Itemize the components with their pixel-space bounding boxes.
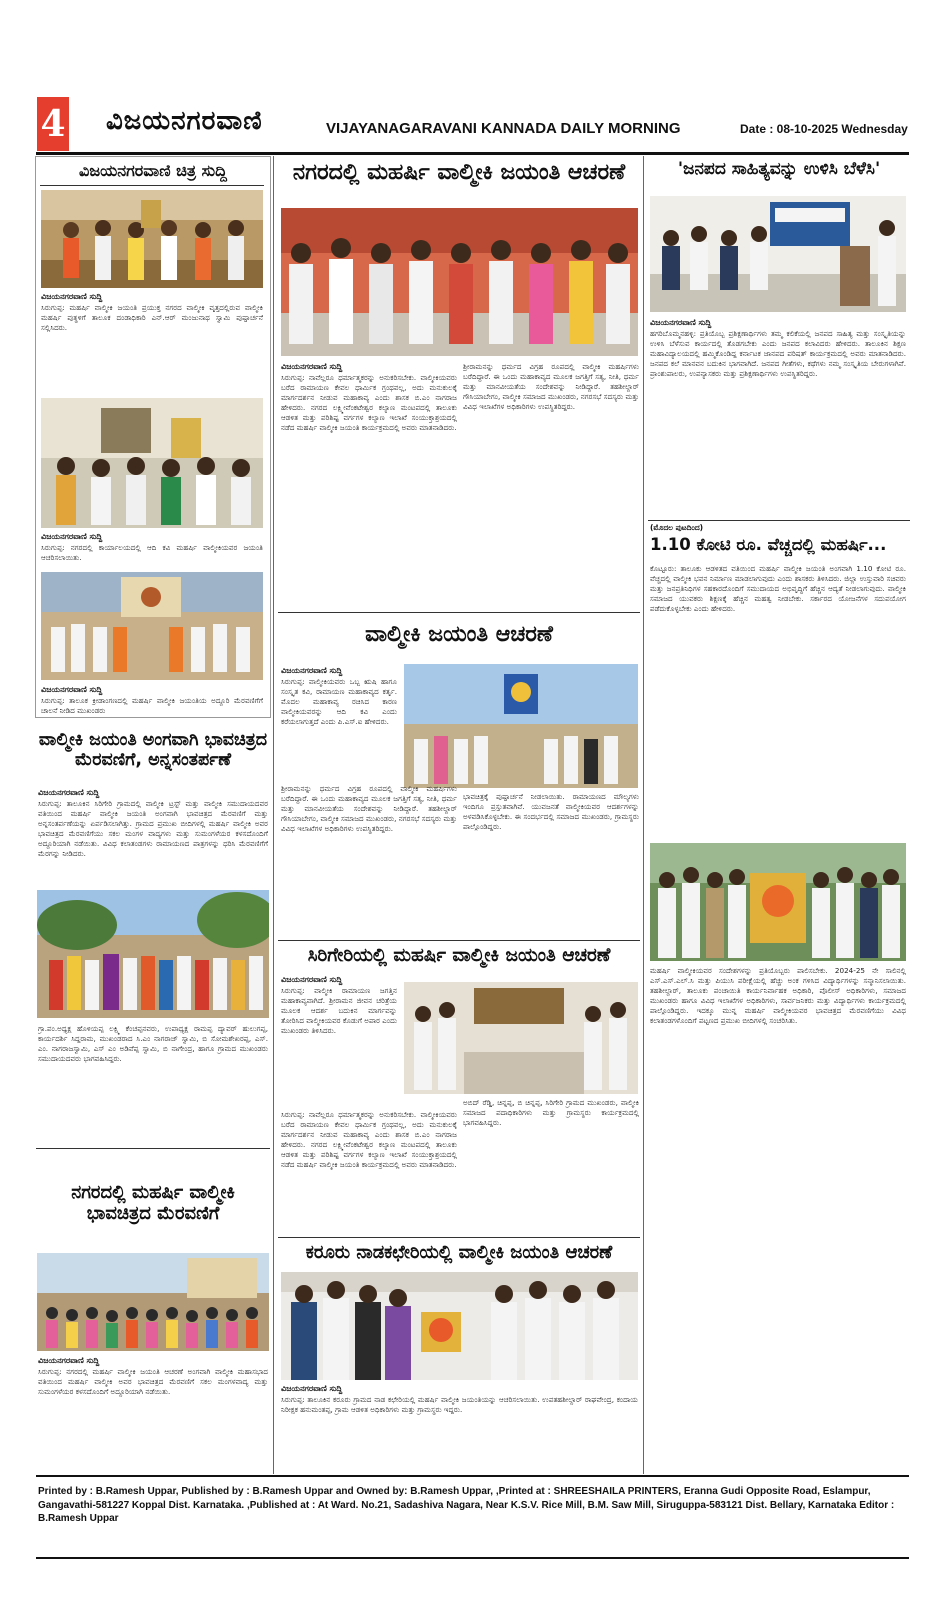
masthead-title-english: VIJAYANAGARAVANI KANNADA DAILY MORNING <box>326 120 681 137</box>
story-sirigeri-body-col3: ಅಬಿದ್ ರೆಡ್ಡಿ, ಚಿನ್ನಪ್ಪ, ಬಿ ಚಿನ್ನಪ್ಪ, ಸಿರಿಗೇರಿ ಗ್ರಾಮದ ಮುಖಂಡರು, ವಾಲ್ಮೀಕಿ ಸಮಾಜದ ಪದಾಧಿಕಾರಿಗಳು ಮತ್ತು ಗ್ರಾಮಸ್ಥರು ಕಾರ್ಯಕ್ರಮದಲ್ಲಿ ಭಾಗವಹಿಸಿದ್ದರು. <box>463 1098 639 1127</box>
story-procession-body: ಸಿರುಗುಪ್ಪ: ತಾಲೂಕಿನ ಸಿರಿಗೇರಿ ಗ್ರಾಮದಲ್ಲಿ ವಾಲ್ಮೀಕಿ ಟ್ರಸ್ಟ್ ಮತ್ತು ವಾಲ್ಮೀಕಿ ಸಮುದಾಯದವರ ವತಿಯಿಂದ ಮಹರ್ಷಿ ವಾಲ್ಮೀಕಿ ಜಯಂತಿ ಅಂಗವಾಗಿ ಭಾವಚಿತ್ರದ ಮೆರವಣಿಗೆ ಮತ್ತು ಅನ್ನಸಂತರ್ಪಣೆಯನ್ನು ಏರ್ಪಡಿಸಲಾಗಿತ್ತು. ಗ್ರಾಮದ ಪ್ರಮುಖ ಬೀದಿಗಳಲ್ಲಿ ಮಹರ್ಷಿ ವಾಲ್ಮೀಕಿ ಅವರ ಭಾವಚಿತ್ರದ ಮೆರವಣಿಗೆಯು ಸಕಲ ಮಂಗಳ ವಾದ್ಯಗಳು ಮತ್ತು ಸುಮಂಗಳೆಯರ ಕಳಸದೊಂದಿಗೆ ಅದ್ದೂರಿಯಾಗಿ ನಡೆಯಿತು. ವಿವಿಧ ಕಲಾತಂಡಗಳು ರಾಮಾಯಣದ ಪಾತ್ರಗಳನ್ನು ಧರಿಸಿ ಮೆರವಣಿಗೆಗೆ ಮೆರಗನ್ನು ನೀಡಿದರು. <box>38 799 268 858</box>
story-sirigeri-body-col2: ಸಿರುಗುಪ್ಪ: ನಾವೆಲ್ಲರೂ ಧರ್ಮಾತ್ಮಕರನ್ನು ಅನುಕರಿಸಬೇಕು. ವಾಲ್ಮೀಕಿಯವರು ಬರೆದ ರಾಮಾಯಣ ಕೇವಲ ಧಾರ್ಮಿಕ ಗ್ರಂಥವಲ್ಲ, ಅದು ಮನುಕುಲಕ್ಕೆ ಮಾರ್ಗದರ್ಶನ ನೀಡುವ ಮಹಾಕಾವ್ಯ ಎಂದು ಶಾಸಕ ಬಿ.ಎಂ ನಾಗರಾಜ ಹೇಳಿದರು. ನಗರದ ಲಕ್ಷ್ಮೀವೆಂಕಟೇಶ್ವರ ಕಲ್ಯಾಣ ಮಂಟಪದಲ್ಲಿ ತಾಲೂಕು ಆಡಳಿತ ಮತ್ತು ಪರಿಶಿಷ್ಟ ವರ್ಗಗಳ ಕಲ್ಯಾಣ ಇಲಾಖೆ ಸಂಯುಕ್ತಾಶ್ರಯದಲ್ಲಿ ನಡೆದ ಮಹರ್ಷಿ ವಾಲ್ಮೀಕಿ ಜಯಂತಿ ಕಾರ್ಯಕ್ರಮದಲ್ಲಿ ಅವರು ಮಾತನಾಡಿದರು. <box>281 1110 457 1169</box>
story-jayanti-body-col3: ಭಾವಚಿತ್ರಕ್ಕೆ ಪುಷ್ಪಾರ್ಚನೆ ನೀಡಲಾಯಿತು. ರಾಮಾಯಣದ ಮೌಲ್ಯಗಳು ಇಂದಿಗೂ ಪ್ರಸ್ತುತವಾಗಿವೆ. ಯುವಜನತೆ ವಾಲ್ಮೀಕಿಯವರ ಆದರ್ಶಗಳನ್ನು ಅಳವಡಿಸಿಕೊಳ್ಳಬೇಕು. ಈ ಸಂದರ್ಭದಲ್ಲಿ ಸಮಾಜದ ಮುಖಂಡರು, ಗ್ರಾಮಸ್ಥರು ಪಾಲ್ಗೊಂಡಿದ್ದರು. <box>463 792 639 831</box>
story-procession-body-continued: ಗ್ರಾ.ಪಂ.ಅಧ್ಯಕ್ಷ ಹೊಳಿಯಪ್ಪ ಲಕ್ಷ್ಮಿ ಕೆಂಚಪ್ಪನವರು, ಉಪಾಧ್ಯಕ್ಷ ರಾಮಪ್ಪ ದ್ಯಾವರ್ ಹುಲುಗಪ್ಪ, ಕಾರ್ಯದರ್ಶಿ ಸಿದ್ದರಾಮ, ಮುಖಂಡರಾದ ಸಿ.ಎಂ ನಾಗರಾಜ್ ಸ್ವಾಮಿ, ಬಿ ಸೋಮಶೇಖರಪ್ಪ, ಎಸ್. ಎಂ. ನಾಗರಾಜಸ್ವಾಮಿ, ಎಸ್ ಎಂ ಅಡಿವೆಪ್ಪ ಸ್ವಾಮಿ, ಬಿ ನಾಗೇಂದ್ರ, ಹಾಗೂ ಗ್ರಾಮದ ಮುಖಂಡರು ಸಮುದಾಯದವರು ಭಾಗವಹಿಸಿದ್ದರು. <box>38 1024 268 1063</box>
photo-crore-ceremony <box>650 843 906 961</box>
divider <box>40 185 264 186</box>
footer-rule <box>36 1475 909 1477</box>
story-sirigeri-body-col1: ಸಿರುಗುಪ್ಪ: ವಾಲ್ಮೀಕಿ ರಾಮಾಯಣ ಜಗತ್ತಿನ ಮಹಾಕಾವ್ಯವಾಗಿದೆ. ಶ್ರೀರಾಮನ ಜೀವನ ಚರಿತ್ರೆಯ ಮೂಲಕ ಆದರ್ಶ ಬದುಕಿನ ಮಾರ್ಗವನ್ನು ತೋರಿಸಿದ ವಾಲ್ಮೀಕಿಯವರ ಕೊಡುಗೆ ಅಪಾರ ಎಂದು ಮುಖಂಡರು ತಿಳಿಸಿದರು. <box>281 986 397 1035</box>
lead-story-body-col2: ಶ್ರೀರಾಮನನ್ನು ಧರ್ಮದ ವಿಗ್ರಹ ರೂಪದಲ್ಲಿ ವಾಲ್ಮೀಕಿ ಮಹರ್ಷಿಗಳು ಬರೆದಿದ್ದಾರೆ. ಈ ಒಂದು ಮಹಾಕಾವ್ಯದ ಮೂಲಕ ಜಗತ್ತಿಗೆ ಸತ್ಯ, ನೀತಿ, ಧರ್ಮ ಮತ್ತು ಮಾನವೀಯತೆಯ ಸಂದೇಶವನ್ನು ನೀಡಿದ್ದಾರೆ. ತಹಶೀಲ್ದಾರ್ ಗೌಸಿಯಾಬೇಗಂ, ವಾಲ್ಮೀಕಿ ಸಮಾಜದ ಮುಖಂಡರು, ನಗರಸಭೆ ಸದಸ್ಯರು ಮತ್ತು ವಿವಿಧ ಇಲಾಖೆಗಳ ಅಧಿಕಾರಿಗಳು ಉಪಸ್ಥಿತರಿದ್ದರು. <box>463 362 639 411</box>
story-folk-credit: ವಿಜಯನಗರವಾಣಿ ಸುದ್ದಿ <box>650 318 712 327</box>
story-jayanti-credit: ವಿಜಯನಗರವಾಣಿ ಸುದ್ದಿ <box>281 666 343 675</box>
lead-story-credit: ವಿಜಯನಗರವಾಣಿ ಸುದ್ದಿ <box>281 362 343 371</box>
divider <box>278 940 640 941</box>
page-number: 4 <box>37 97 69 151</box>
story-city-procession-headline: ನಗರದಲ್ಲಿ ಮಹರ್ಷಿ ವಾಲ್ಮೀಕಿ ಭಾವಚಿತ್ರದ ಮೆರವಣಿಗೆ <box>71 1182 235 1224</box>
divider <box>648 520 910 521</box>
column-rule-right <box>643 156 644 1474</box>
divider <box>278 1237 640 1238</box>
lead-story-body-col1: ಸಿರುಗುಪ್ಪ: ನಾವೆಲ್ಲರೂ ಧರ್ಮಾತ್ಮಕರನ್ನು ಅನುಕರಿಸಬೇಕು. ವಾಲ್ಮೀಕಿಯವರು ಬರೆದ ರಾಮಾಯಣ ಕೇವಲ ಧಾರ್ಮಿಕ ಗ್ರಂಥವಲ್ಲ, ಅದು ಮನುಕುಲಕ್ಕೆ ಮಾರ್ಗದರ್ಶನ ನೀಡುವ ಮಹಾಕಾವ್ಯ ಎಂದು ಶಾಸಕ ಬಿ.ಎಂ ನಾಗರಾಜ ಹೇಳಿದರು. ನಗರದ ಲಕ್ಷ್ಮೀವೆಂಕಟೇಶ್ವರ ಕಲ್ಯಾಣ ಮಂಟಪದಲ್ಲಿ ತಾಲೂಕು ಆಡಳಿತ ಮತ್ತು ಪರಿಶಿಷ್ಟ ವರ್ಗಗಳ ಕಲ್ಯಾಣ ಇಲಾಖೆ ಸಂಯುಕ್ತಾಶ್ರಯದಲ್ಲಿ ನಡೆದ ಮಹರ್ಷಿ ವಾಲ್ಮೀಕಿ ಜಯಂತಿ ಕಾರ್ಯಕ್ರಮದಲ್ಲಿ ಅವರು ಮಾತನಾಡಿದರು. <box>281 373 457 432</box>
masthead-title-kannada: ವಿಜಯನಗರವಾಣಿ <box>106 106 263 136</box>
masthead-date: Date : 08-10-2025 Wednesday <box>740 122 908 136</box>
story-jayanti-body-col1: ಸಿರುಗುಪ್ಪ: ವಾಲ್ಮೀಕಿಯವರು ಒಬ್ಬ ಋಷಿ ಹಾಗೂ ಸಂಸ್ಕೃತ ಕವಿ, ರಾಮಾಯಣ ಮಹಾಕಾವ್ಯದ ಕರ್ತೃ. ಮೊದಲ ಮಹಾಕಾವ್ಯ ರಚಿಸಿದ ಕಾರಣ ವಾಲ್ಮೀಕಿಯವರನ್ನು ಆದಿ ಕವಿ ಎಂದು ಕರೆಯಲಾಗುತ್ತದೆ ಎಂದು ಪಿ.ಎಸ್.ಐ ಹೇಳಿದರು. <box>281 677 397 726</box>
footer-rule-bottom <box>36 1557 909 1559</box>
story-crore-body-continued: ಮಹರ್ಷಿ ವಾಲ್ಮೀಕಿಯವರ ಸಂದೇಶಗಳನ್ನು ಪ್ರತಿಯೊಬ್ಬರು ಪಾಲಿಸಬೇಕು. 2024-25 ನೇ ಸಾಲಿನಲ್ಲಿ ಎಸ್.ಎಸ್.ಎಲ್.ಸಿ ಮತ್ತು ಪಿಯುಸಿ ಪರೀಕ್ಷೆಯಲ್ಲಿ ಹೆಚ್ಚು ಅಂಕ ಗಳಿಸಿದ ವಿದ್ಯಾರ್ಥಿಗಳನ್ನು ಸನ್ಮಾನಿಸಲಾಯಿತು. ತಹಶೀಲ್ದಾರ್, ತಾಲೂಕು ಪಂಚಾಯಿತಿ ಕಾರ್ಯನಿರ್ವಾಹಕ ಅಧಿಕಾರಿ, ಪೊಲೀಸ್ ಅಧಿಕಾರಿಗಳು, ಸಮಾಜದ ಮುಖಂಡರು ಹಾಗೂ ವಿವಿಧ ಇಲಾಖೆಗಳ ಅಧಿಕಾರಿಗಳು, ಸಾರ್ವಜನಿಕರು ಮತ್ತು ವಿದ್ಯಾರ್ಥಿಗಳು ಕಾರ್ಯಕ್ರಮದಲ್ಲಿ ಪಾಲ್ಗೊಂಡಿದ್ದರು. ಇದಕ್ಕೂ ಮುನ್ನ ಮಹರ್ಷಿ ವಾಲ್ಮೀಕಿಯವರ ಭಾವಚಿತ್ರದ ಮೆರವಣಿಗೆಯು ವಿವಿಧ ಕಲಾತಂಡಗಳೊಂದಿಗೆ ಪಟ್ಟಣದ ಪ್ರಮುಖ ಬೀದಿಗಳಲ್ಲಿ ಸಂಚರಿಸಿತು. <box>650 966 906 1025</box>
photo2-caption: ಸಿರುಗುಪ್ಪ: ನಗರದಲ್ಲಿ ಕಾರ್ಯಾಲಯದಲ್ಲಿ ಆದಿ ಕವಿ ಮಹರ್ಷಿ ವಾಲ್ಮೀಕಿಯವರ ಜಯಂತಿ ಆಚರಿಸಲಾಯಿತು. <box>41 543 263 562</box>
photo-jayanti-school <box>404 664 638 788</box>
divider <box>36 1148 270 1149</box>
photo-city-procession <box>37 1253 269 1351</box>
story-karur-body: ಸಿರುಗುಪ್ಪ: ತಾಲೂಕಿನ ಕರೂರು ಗ್ರಾಮದ ನಾಡ ಕಛೇರಿಯಲ್ಲಿ ಮಹರ್ಷಿ ವಾಲ್ಮೀಕಿ ಜಯಂತಿಯನ್ನು ಆಚರಿಸಲಾಯಿತು. ಉಪತಹಶೀಲ್ದಾರ್ ರಾಘವೇಂದ್ರ, ಕಂದಾಯ ನಿರೀಕ್ಷಕ ಹನುಮಂತಪ್ಪ, ಗ್ರಾಮ ಆಡಳಿತ ಅಧಿಕಾರಿಗಳು ಮತ್ತು ಗ್ರಾಮಸ್ಥರು ಇದ್ದರು. <box>281 1395 638 1414</box>
story-karur-credit: ವಿಜಯನಗರವಾಣಿ ಸುದ್ದಿ <box>281 1384 343 1393</box>
photo-karur-office <box>281 1272 638 1380</box>
photo3-credit: ವಿಜಯನಗರವಾಣಿ ಸುದ್ದಿ <box>41 685 103 694</box>
masthead-rule <box>36 152 909 155</box>
divider <box>278 612 640 613</box>
story-karur-headline: ಕರೂರು ನಾಡಕಛೇರಿಯಲ್ಲಿ ವಾಲ್ಮೀಕಿ ಜಯಂತಿ ಆಚರಣೆ <box>305 1242 613 1263</box>
photo-folk-seminar <box>650 196 906 312</box>
lead-story-headline: ನಗರದಲ್ಲಿ ಮಹರ್ಷಿ ವಾಲ್ಮೀಕಿ ಜಯಂತಿ ಆಚರಣೆ <box>292 160 626 185</box>
story-procession-credit: ವಿಜಯನಗರವಾಣಿ ಸುದ್ದಿ <box>38 788 100 797</box>
photo1-caption: ಸಿರುಗುಪ್ಪ: ಮಹರ್ಷಿ ವಾಲ್ಮೀಕಿ ಜಯಂತಿ ಪ್ರಯುಕ್ತ ನಗರದ ವಾಲ್ಮೀಕಿ ವೃತ್ತದಲ್ಲಿರುವ ವಾಲ್ಮೀಕಿ ಮಹರ್ಷಿ ಪುತ್ಥಳಿಗೆ ತಾಲೂಕ ದಂಡಾಧಿಕಾರಿ ಎನ್.ಆರ್ ಮಂಜುನಾಥ ಸ್ವಾಮಿ ಪುಷ್ಪಾರ್ಚನೆ ಸಲ್ಲಿಸಿದರು. <box>41 303 263 332</box>
story-procession-headline: ವಾಲ್ಮೀಕಿ ಜಯಂತಿ ಅಂಗವಾಗಿ ಭಾವಚಿತ್ರದ ಮೆರವಣಿಗೆ, ಅನ್ನಸಂತರ್ಪಣೆ <box>38 730 268 771</box>
photo-sirigeri <box>404 982 638 1094</box>
photo2-credit: ವಿಜಯನಗರವಾಣಿ ಸುದ್ದಿ <box>41 532 103 541</box>
story-crore-headline: 1.10 ಕೋಟಿ ರೂ. ವೆಚ್ಚದಲ್ಲಿ ಮಹರ್ಷಿ... <box>650 535 887 554</box>
story-jayanti-body-col2: ಶ್ರೀರಾಮನನ್ನು ಧರ್ಮದ ವಿಗ್ರಹ ರೂಪದಲ್ಲಿ ವಾಲ್ಮೀಕಿ ಮಹರ್ಷಿಗಳು ಬರೆದಿದ್ದಾರೆ. ಈ ಒಂದು ಮಹಾಕಾವ್ಯದ ಮೂಲಕ ಜಗತ್ತಿಗೆ ಸತ್ಯ, ನೀತಿ, ಧರ್ಮ ಮತ್ತು ಮಾನವೀಯತೆಯ ಸಂದೇಶವನ್ನು ನೀಡಿದ್ದಾರೆ. ತಹಶೀಲ್ದಾರ್ ಗೌಸಿಯಾಬೇಗಂ, ವಾಲ್ಮೀಕಿ ಸಮಾಜದ ಮುಖಂಡರು, ನಗರಸಭೆ ಸದಸ್ಯರು ಮತ್ತು ವಿವಿಧ ಇಲಾಖೆಗಳ ಅಧಿಕಾರಿಗಳು ಉಪಸ್ಥಿತರಿದ್ದರು. <box>281 784 457 833</box>
story-folk-body: ಹಗರಿಬೊಮ್ಮನಹಳ್ಳಿ: ಪ್ರತಿಯೊಬ್ಬ ಪ್ರಶಿಕ್ಷಣಾರ್ಥಿಗಳು ತಮ್ಮ ಕಲಿಕೆಯಲ್ಲಿ ಜನಪದ ಸಾಹಿತ್ಯ ಮತ್ತು ಸಂಸ್ಕೃತಿಯನ್ನು ಉಳಿಸಿ ಬೆಳೆಸುವ ಕಾರ್ಯದಲ್ಲಿ ತೊಡಗಬೇಕು ಎಂದು ಜನಪದ ಕಲಾವಿದರು ಹೇಳಿದರು. ತಾಲೂಕಿನ ಶಿಕ್ಷಣ ಮಹಾವಿದ್ಯಾಲಯದಲ್ಲಿ ಹಮ್ಮಿಕೊಂಡಿದ್ದ ಕರ್ನಾಟಕ ಜಾನಪದ ಪರಿಷತ್ ಕಾರ್ಯಕ್ರಮದಲ್ಲಿ ಅವರು ಮಾತನಾಡಿದರು. ಜನಪದ ಕಲೆ ಮಾನವನ ಬದುಕಿನ ಭಾಗವಾಗಿದೆ. ಜನಪದ ಗೀತೆಗಳು, ಕಥೆಗಳು ನಮ್ಮ ಸಂಸ್ಕೃತಿಯ ಬೇರುಗಳಾಗಿವೆ. ಪ್ರಾಂಶುಪಾಲರು, ಉಪನ್ಯಾಸಕರು ಮತ್ತು ಪ್ರಶಿಕ್ಷಣಾರ್ಥಿಗಳು ಉಪಸ್ಥಿತರಿದ್ದರು. <box>650 329 906 378</box>
photo-news-title: ವಿಜಯನಗರವಾಣಿ ಚಿತ್ರ ಸುದ್ದಿ <box>79 161 227 180</box>
photo-stadium-procession <box>41 572 263 680</box>
story-folk-headline: 'ಜನಪದ ಸಾಹಿತ್ಯವನ್ನು ಉಳಿಸಿ ಬೆಳೆಸಿ' <box>677 159 881 179</box>
story-crore-body: ಕೊಟ್ಟೂರು: ತಾಲೂಕು ಆಡಳಿತದ ವತಿಯಿಂದ ಮಹರ್ಷಿ ವಾಲ್ಮೀಕಿ ಜಯಂತಿ ಅಂಗವಾಗಿ 1.10 ಕೋಟಿ ರೂ. ವೆಚ್ಚದಲ್ಲಿ ವಾಲ್ಮೀಕಿ ಭವನ ನಿರ್ಮಾಣ ಮಾಡಲಾಗುವುದು ಎಂದು ಶಾಸಕರು ತಿಳಿಸಿದರು. ಜಿಲ್ಲಾ ಉಸ್ತುವಾರಿ ಸಚಿವರು ಮತ್ತು ಜನಪ್ರತಿನಿಧಿಗಳ ಸಹಕಾರದೊಂದಿಗೆ ಸಮುದಾಯದ ಅಭಿವೃದ್ಧಿಗೆ ಹೆಚ್ಚಿನ ಆದ್ಯತೆ ನೀಡಲಾಗುವುದು. ವಾಲ್ಮೀಕಿ ಸಮಾಜದ ಯುವಕರು ಶಿಕ್ಷಣಕ್ಕೆ ಹೆಚ್ಚಿನ ಮಹತ್ವ ನೀಡಬೇಕು. ಸರ್ಕಾರದ ಯೋಜನೆಗಳ ಸದುಪಯೋಗ ಪಡೆದುಕೊಳ್ಳಬೇಕು ಎಂದು ಹೇಳಿದರು. <box>650 564 906 613</box>
story-crore-kicker: (ಮೊದಲ ಪುಟದಿಂದ) <box>650 523 704 532</box>
story-jayanti-headline: ವಾಲ್ಮೀಕಿ ಜಯಂತಿ ಆಚರಣೆ <box>365 622 553 647</box>
story-sirigeri-credit: ವಿಜಯನಗರವಾಣಿ ಸುದ್ದಿ <box>281 975 343 984</box>
photo-valmiki-circle <box>41 190 263 288</box>
photo3-caption: ಸಿರುಗುಪ್ಪ: ತಾಲೂಕ ಕ್ರೀಡಾಂಗಣದಲ್ಲಿ ಮಹರ್ಷಿ ವಾಲ್ಮೀಕಿ ಜಯಂತಿಯ ಅದ್ದೂರಿ ಮೆರವಣಿಗೆಗೆ ಚಾಲನೆ ನೀಡಿದ ಮುಖಂಡರು <box>41 696 263 715</box>
photo-office-celebration <box>41 398 263 528</box>
photo-lead-dignitaries <box>281 208 638 356</box>
story-city-procession-body: ಸಿರುಗುಪ್ಪ: ನಗರದಲ್ಲಿ ಮಹರ್ಷಿ ವಾಲ್ಮೀಕಿ ಜಯಂತಿ ಆಚರಣೆ ಅಂಗವಾಗಿ ವಾಲ್ಮೀಕಿ ಮಹಾಸಭಾದ ವತಿಯಿಂದ ಮಹರ್ಷಿ ವಾಲ್ಮೀಕಿ ಅವರ ಭಾವಚಿತ್ರದ ಮೆರವಣಿಗೆ ಸಕಲ ಮಂಗಳವಾದ್ಯ ಮತ್ತು ಸುಮಂಗಳೆಯರ ಕಳಸದೊಂದಿಗೆ ಅದ್ದೂರಿಯಾಗಿ ನಡೆಯಿತು. <box>38 1367 268 1396</box>
photo1-credit: ವಿಜಯನಗರವಾಣಿ ಸುದ್ದಿ <box>41 292 103 301</box>
story-city-procession-credit: ವಿಜಯನಗರವಾಣಿ ಸುದ್ದಿ <box>38 1356 100 1365</box>
column-rule-left <box>273 156 274 1474</box>
story-sirigeri-headline: ಸಿರಿಗೇರಿಯಲ್ಲಿ ಮಹರ್ಷಿ ವಾಲ್ಮೀಕಿ ಜಯಂತಿ ಆಚರಣೆ <box>307 945 611 966</box>
imprint-line: Printed by : B.Ramesh Uppar, Published by : B.Ramesh Uppar and Owned by: B.Ramesh Uppar, ,Printed at : SHREESHAILA PRINTERS, Eranna Gudi Opposite Road, Eslampur, Gangavathi-581227 Koppal Dist. Karnataka. ,Published at : At Ward. No.21, Sadashiva Nagara, Near K.S.V. Rice Mill, B.M. Saw Mill, Siruguppa-583121 Dist. Bellary, Karnataka Editor : B.Ramesh Uppar <box>38 1486 895 1524</box>
photo-village-procession <box>37 890 269 1018</box>
